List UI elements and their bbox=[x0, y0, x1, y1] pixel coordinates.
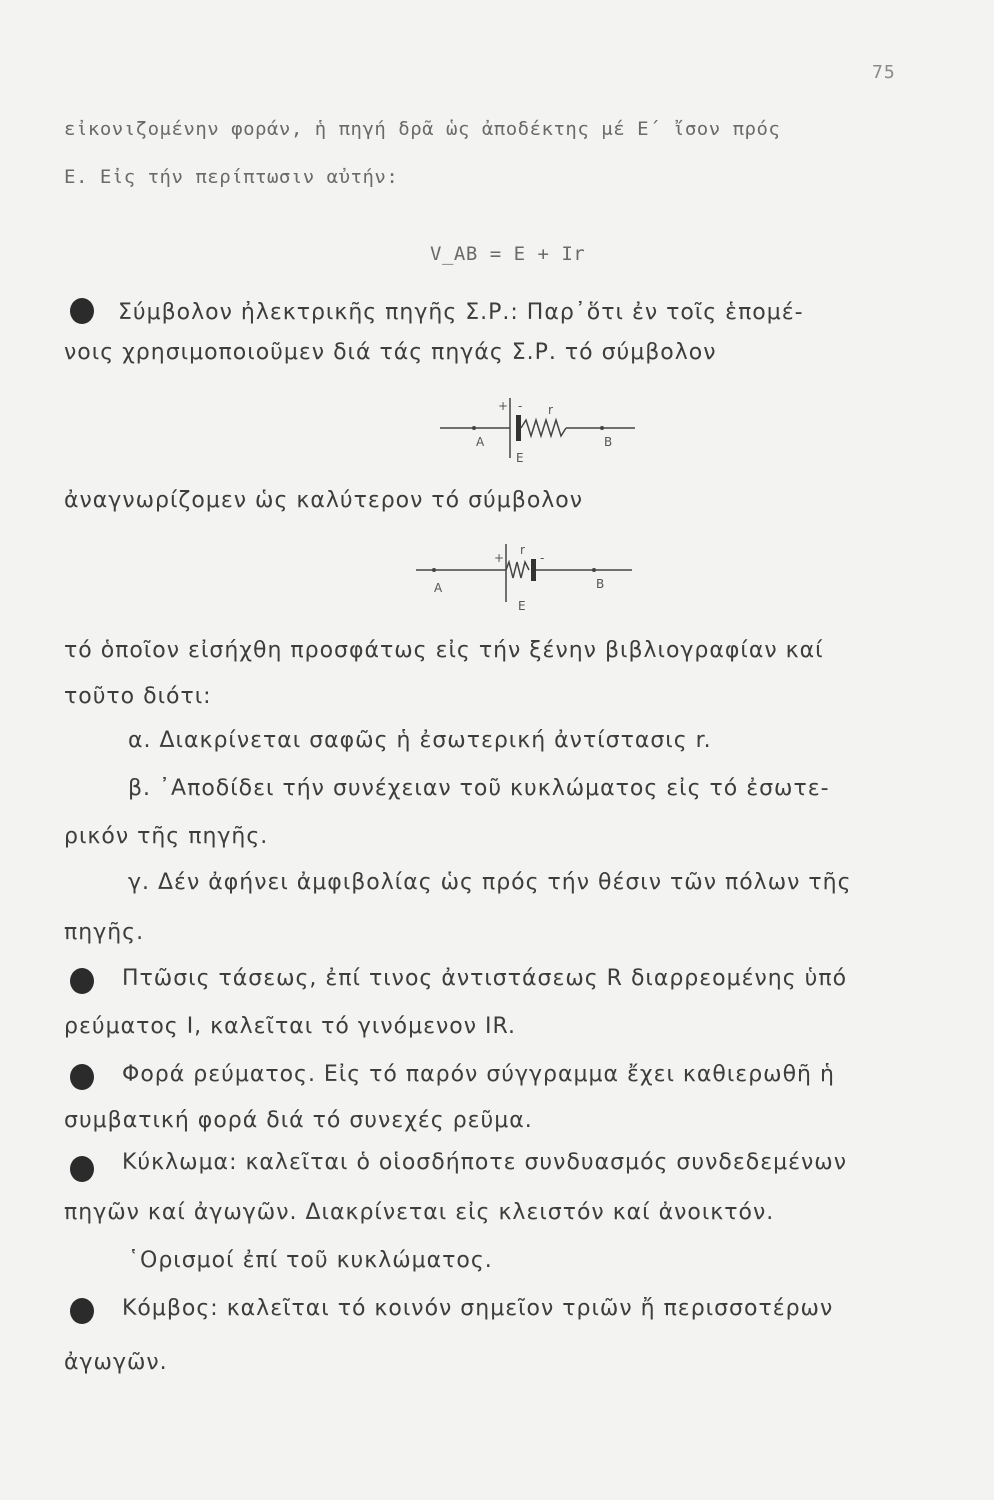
bullet-current-direction bbox=[70, 1064, 94, 1090]
node-b bbox=[592, 568, 596, 572]
bullet-node bbox=[70, 1298, 94, 1324]
minus-label: - bbox=[518, 399, 523, 413]
resistor-zigzag bbox=[506, 562, 529, 578]
text-line-14: ρεύματος Ι, καλεῖται τό γινόμενον IR. bbox=[64, 1014, 516, 1039]
text-line-5: ἀναγνωρίζομεν ὡς καλύτερον τό σύμβολον bbox=[64, 488, 584, 513]
list-item-b: β. ᾽Αποδίδει τήν συνέχειαν τοῦ κυκλώματος εἰς τό ἐσωτε- bbox=[128, 776, 830, 801]
a-label: A bbox=[434, 581, 443, 595]
text-line-12: πηγῆς. bbox=[64, 920, 145, 945]
text-line-21: ἀγωγῶν. bbox=[64, 1350, 168, 1375]
bullet-circuit bbox=[70, 1156, 94, 1182]
a-label: A bbox=[476, 435, 485, 449]
text-line-15: Φορά ρεύματος. Εἰς τό παρόν σύγγραμμα ἔχει καθιερωθῆ ἡ bbox=[122, 1062, 835, 1087]
text-line-6: τό ὁποῖον εἰσήχθη προσφάτως εἰς τήν ξένην βιβλιογραφίαν καί bbox=[64, 638, 824, 663]
node-b bbox=[600, 426, 604, 430]
b-label: B bbox=[604, 435, 613, 449]
node-a bbox=[432, 568, 436, 572]
e-label: E bbox=[518, 599, 526, 613]
bullet-voltage-drop bbox=[70, 968, 94, 994]
node-a bbox=[472, 426, 476, 430]
text-line-3: Σύμβολον ἠλεκτρικῆς πηγῆς Σ.Ρ.: Παρ᾽ὅτι ἐν τοῖς ἑπομέ- bbox=[118, 300, 804, 325]
section-heading: ῾Ορισμοί ἐπί τοῦ κυκλώματος. bbox=[128, 1248, 493, 1273]
plus-label: + bbox=[498, 399, 509, 413]
plus-label: + bbox=[494, 551, 505, 565]
text-line-7: τοῦτο διότι: bbox=[64, 684, 212, 709]
text-line-17: Κύκλωμα: καλεῖται ὁ οἱοσδήποτε συνδυασμός συνδεδεμένων bbox=[122, 1150, 847, 1175]
e-label: E bbox=[516, 451, 524, 465]
text-line-20: Κόμβος: καλεῖται τό κοινόν σημεῖον τριῶν ἤ περισσοτέρων bbox=[122, 1296, 834, 1321]
text-line-2: Ε. Εἰς τήν περίπτωσιν αὐτήν: bbox=[64, 166, 399, 188]
short-plate bbox=[531, 559, 536, 581]
battery-symbol-diagram-1 bbox=[430, 390, 650, 470]
b-label: B bbox=[596, 577, 605, 591]
text-line-10: ρικόν τῆς πηγῆς. bbox=[64, 824, 269, 849]
minus-label: - bbox=[540, 551, 545, 565]
text-line-1: εἰκονιζομένην φοράν, ἡ πηγή δρᾶ ὡς ἀποδέκτης μέ Ε΄ ἴσον πρός bbox=[64, 118, 781, 140]
battery-symbol-diagram-2 bbox=[410, 538, 640, 618]
list-item-a: α. Διακρίνεται σαφῶς ἡ ἐσωτερική ἀντίστασις r. bbox=[128, 728, 712, 753]
short-plate bbox=[516, 415, 521, 441]
formula: V_AB = E + Ir bbox=[430, 243, 586, 265]
r-label: r bbox=[548, 403, 553, 417]
resistor-zigzag bbox=[521, 420, 566, 436]
page-number: 75 bbox=[872, 62, 896, 83]
list-item-c: γ. Δέν ἀφήνει ἀμφιβολίας ὡς πρός τήν θέσιν τῶν πόλων τῆς bbox=[128, 870, 852, 895]
text-line-4: νοις χρησιμοποιοῦμεν διά τάς πηγάς Σ.Ρ. τό σύμβολον bbox=[64, 340, 717, 365]
text-line-16: συμβατική φορά διά τό συνεχές ρεῦμα. bbox=[64, 1108, 533, 1133]
text-line-13: Πτῶσις τάσεως, ἐπί τινος ἀντιστάσεως R διαρρεομένης ὑπό bbox=[122, 966, 848, 991]
r-label: r bbox=[520, 543, 525, 557]
text-line-18: πηγῶν καί ἀγωγῶν. Διακρίνεται εἰς κλειστόν καί ἀνοικτόν. bbox=[64, 1200, 775, 1225]
bullet-symbol bbox=[70, 298, 94, 324]
